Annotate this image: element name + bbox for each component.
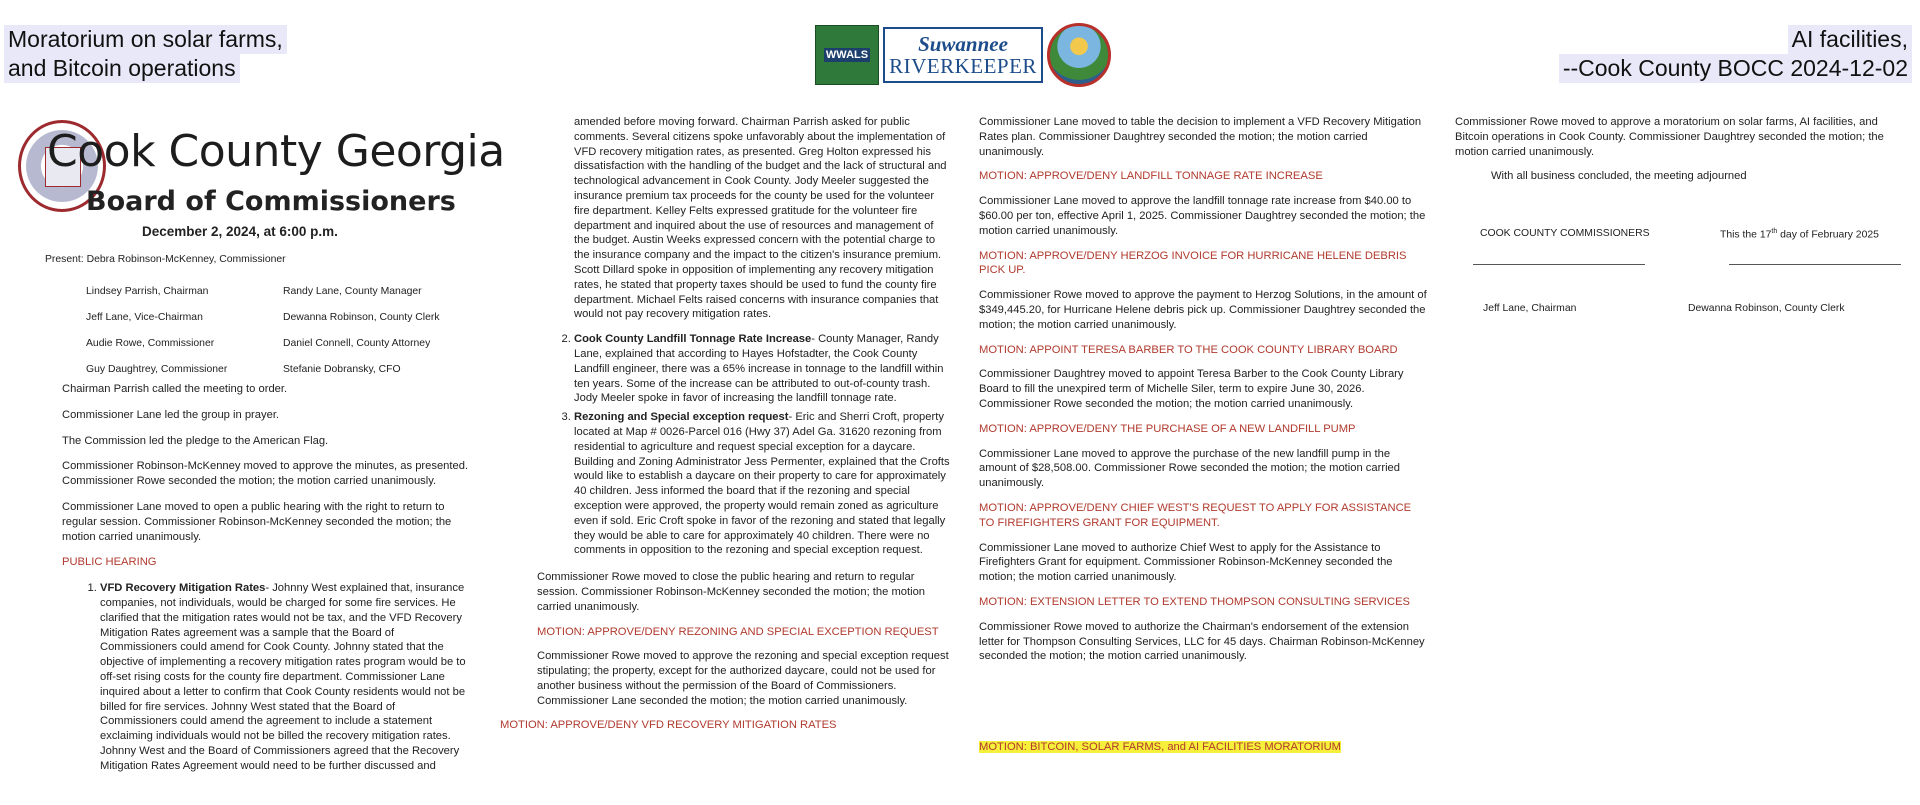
paragraph: Commissioner Lane led the group in prayer. [62,408,280,421]
roster-row [86,331,466,357]
roster-row [86,357,466,383]
paragraph: Commissioner Rowe moved to approve the payment to Herzog Solutions, in the amount of $349,445.20, for Hurricane Helene debris pick up. Commissioner Daughtrey seconded the motion; the motion carried unanimously. [979,289,1427,331]
wwals-logo [815,25,879,85]
motion-heading: MOTION: EXTENSION LETTER TO EXTEND THOMPSON CONSULTING SERVICES [979,595,1410,608]
item-title: VFD Recovery Mitigation Rates [100,582,266,595]
paragraph: Commissioner Rowe moved to close the public hearing and return to regular session. Commissioner Robinson-McKenney seconded the motion; the motion carried unanimously. [537,571,926,613]
item-text: - County Manager, Randy Lane, explained that according to Hayes Hofstadter, the Cook County Landfill engineer, there was a 65% increase in tonnage to the landfill within ten years. Some of the increase can be attributed to out-of-county trash. Jody Meeler spoke in favor of increasing the landfill tonnage rate. [574,333,944,405]
signature-line-left [1473,264,1645,265]
roster-name: Jeff Lane, Vice-Chairman [86,312,203,323]
paragraph: amended before moving forward. Chairman Parrish asked for public comments. Several citizens spoke unfavorably about the implementation of VFD recovery mitigation rates, as presented. Greg Holton expressed his dissatisfaction with the handling of the budget and the lack of structural and technological advancement in Cook County. Jody Meeler suggested the insurance premium tax proceeds for the county be used for the volunteer fire department. Kelley Felts expressed gratitude for the volunteer fire department and inquired about the use of resources and management of the budget. Austin Weeks expressed concern with the potential charge to the insurance company and the impact to the citizen's insurance premium. Scott Dillard spoke in opposition of implementing any recovery mitigation rates, he stated that property taxes should be used to fund the county fire department. Michael Felts raised concerns with insurance companies that would not pay recovery mitigation rates. [574,116,947,321]
column-4 [1455,115,1905,184]
paragraph: Commissioner Lane moved to authorize Chief West to apply for the Assistance to Firefighters Grant for equipment. Commissioner Robinson-McKenney seconded the motion; the motion carried unanimously. [979,541,1393,584]
roster-name: Guy Daughtrey, Commissioner [86,364,228,375]
highlight: MOTION: BITCOIN, SOLAR FARMS, and AI FACILITIES MORATORIUM [979,741,1341,754]
signature-left-name: Jeff Lane, Chairman [1483,303,1577,314]
paragraph: Commissioner Robinson-McKenney moved to approve the minutes, as presented. Commissioner Rowe seconded the motion; the motion carried unanimously. [62,460,469,488]
roster-row [86,279,466,305]
paragraph: The Commission led the pledge to the American Flag. [62,434,329,447]
signature-right-title: This the 17th day of February 2025 [1720,228,1879,241]
paragraph: Commissioner Rowe moved to authorize the Chairman's endorsement of the extension letter for Thompson Consulting Services, LLC for 45 days. Chairman Robinson-McKenney seconded the motion; the motion carried unanimously. [979,620,1425,663]
county-heading: Cook County Georgia [47,126,505,177]
section-heading: PUBLIC HEARING [62,556,157,569]
paragraph: With all business concluded, the meeting adjourned [1491,170,1747,183]
roster-row [86,305,466,331]
column-2 [500,115,950,743]
paragraph: Commissioner Lane moved to approve the purchase of the new landfill pump in the amount of $28,508.00. Commissioner Rowe seconded the motion; the motion carried unanimously. [979,447,1401,490]
signature-right-name: Dewanna Robinson, County Clerk [1688,303,1845,314]
hearing-list-continued [500,332,950,558]
overlay-title-left-line2: and Bitcoin operations [4,54,240,83]
motion-heading: MOTION: APPOINT TERESA BARBER TO THE COOK COUNTY LIBRARY BOARD [979,343,1398,356]
roster-name: Lindsey Parrish, Chairman [86,286,209,297]
highlighted-motion-heading [979,740,1429,755]
item-title: Cook County Landfill Tonnage Rate Increase [574,333,812,346]
paragraph: Commissioner Lane moved to table the decision to implement a VFD Recovery Mitigation Rates plan. Commissioner Daughtrey seconded the motion; the motion carried unanimously. [979,116,1422,158]
paragraph: Commissioner Rowe moved to approve the rezoning and special exception request stipulating; the property, except for the authorized daycare, could not be used for another business without the permission of the Board of Commissioners. Commissioner Lane seconded the motion; the motion carried unanimously. [537,650,949,707]
signature-left-title: COOK COUNTY COMMISSIONERS [1480,228,1650,239]
meeting-date: December 2, 2024, at 6:00 p.m. [142,224,338,239]
overlay-title-right-line1: AI facilities, [1788,25,1912,54]
column-1-body [62,382,472,778]
item-text: - Johnny West explained that, insurance companies, not individuals, would be charged for some fire services. He clarified that the mitigation rates would not be tax, and the VFD Recovery Mitigation Rates agreement was a sample that the Board of Commissioners could amend for Cook County. Johnny stated that the objective of implementing a recovery mitigation rates program would be to off-set rising costs for the county fire department. Commissioner Lane inquired about a letter to confirm that Cook County residents would not be billed for fire services. Johnny West stated that the Board of Commissioners could amend the agreement to include a statement exclaiming individuals would not be billed the recovery mitigation rates. Johnny West and the Board of Commissioners agreed that the Recovery Mitigation Rates Agreement would need to be further discussed and [100,582,466,772]
overlay-title-right [1559,25,1912,83]
suwannee-riverkeeper-logo [883,27,1043,83]
list-item [100,581,472,773]
logo-sr-line1: Suwannee [918,32,1008,56]
paragraph: Commissioner Rowe moved to approve a moratorium on solar farms, AI facilities, and Bitcoin operations in Cook County. Commissioner Daughtrey seconded the motion; the motion carried unanimously. [1455,116,1884,158]
roster-name: Stefanie Dobransky, CFO [283,364,401,375]
overlay-title-right-line2: --Cook County BOCC 2024-12-02 [1559,54,1912,83]
attendee-roster [86,279,466,383]
item-text: - Eric and Sherri Croft, property located at Map # 0026-Parcel 016 (Hwy 37) Adel Ga. 31620 rezoning from residential to agriculture and request special exception for a daycare. Building and Zoning Administrator Jess Permenter, explained that the Crofts would like to establish a daycare on their property to care for approximately 40 children. Jess informed the board that if the rezoning and special exception were approved, the property would remain zoned as agriculture even if sold. Eric Croft spoke in favor of the rezoning and stated that legally they would be able to care for approximately 40 children. There were no comments in opposition to the rezoning and special exception request. [574,411,950,557]
roster-name: Dewanna Robinson, County Clerk [283,312,440,323]
signature-line-right [1729,264,1901,265]
paragraph: Commissioner Lane moved to open a public hearing with the right to return to regular session. Commissioner Robinson-McKenney seconded the motion; the motion carried unanimously. [62,500,452,543]
paragraph: Commissioner Lane moved to approve the landfill tonnage rate increase from $40.00 to $60.00 per ton, effective April 1, 2025. Commissioner Daughtrey seconded the motion; the motion carried unanimously. [979,195,1426,237]
motion-heading: MOTION: APPROVE/DENY LANDFILL TONNAGE RATE INCREASE [979,170,1323,183]
motion-heading: MOTION: APPROVE/DENY HERZOG INVOICE FOR HURRICANE HELENE DEBRIS PICK UP. [979,249,1407,277]
roster-name: Randy Lane, County Manager [283,286,422,297]
board-heading: Board of Commissioners [86,186,456,217]
overlay-title-left-line1: Moratorium on solar farms, [4,25,287,54]
list-item [574,332,950,406]
roster-name: Audie Rowe, Commissioner [86,338,215,349]
paragraph: Commissioner Daughtrey moved to appoint Teresa Barber to the Cook County Library Board to fill the unexpired term of Michelle Siler, term to expire June 30, 2026. Commissioner Rowe seconded the motion; the motion carried unanimously. [979,368,1404,410]
round-emblem-logo [1047,23,1111,87]
motion-heading: MOTION: APPROVE/DENY THE PURCHASE OF A NEW LANDFILL PUMP [979,422,1356,435]
hearing-list [62,581,472,773]
paragraph: Chairman Parrish called the meeting to order. [62,383,288,395]
item-title: Rezoning and Special exception request [574,411,789,424]
present-line: Present: Debra Robinson-McKenney, Commissioner [45,254,286,265]
list-item [574,410,950,558]
wwals-logo-text: WWALS [825,49,869,61]
motion-heading: MOTION: APPROVE/DENY REZONING AND SPECIAL EXCEPTION REQUEST [537,625,939,638]
logo-strip [815,26,1111,84]
motion-heading: MOTION: APPROVE/DENY CHIEF WEST'S REQUEST TO APPLY FOR ASSISTANCE TO FIREFIGHTERS GRANT FOR EQUIPMENT. [979,501,1412,529]
column-3 [979,115,1429,765]
motion-heading: MOTION: APPROVE/DENY VFD RECOVERY MITIGATION RATES [500,719,837,732]
logo-sr-line2: RIVERKEEPER [889,54,1037,78]
roster-name: Daniel Connell, County Attorney [283,338,431,349]
overlay-title-left [4,25,287,83]
